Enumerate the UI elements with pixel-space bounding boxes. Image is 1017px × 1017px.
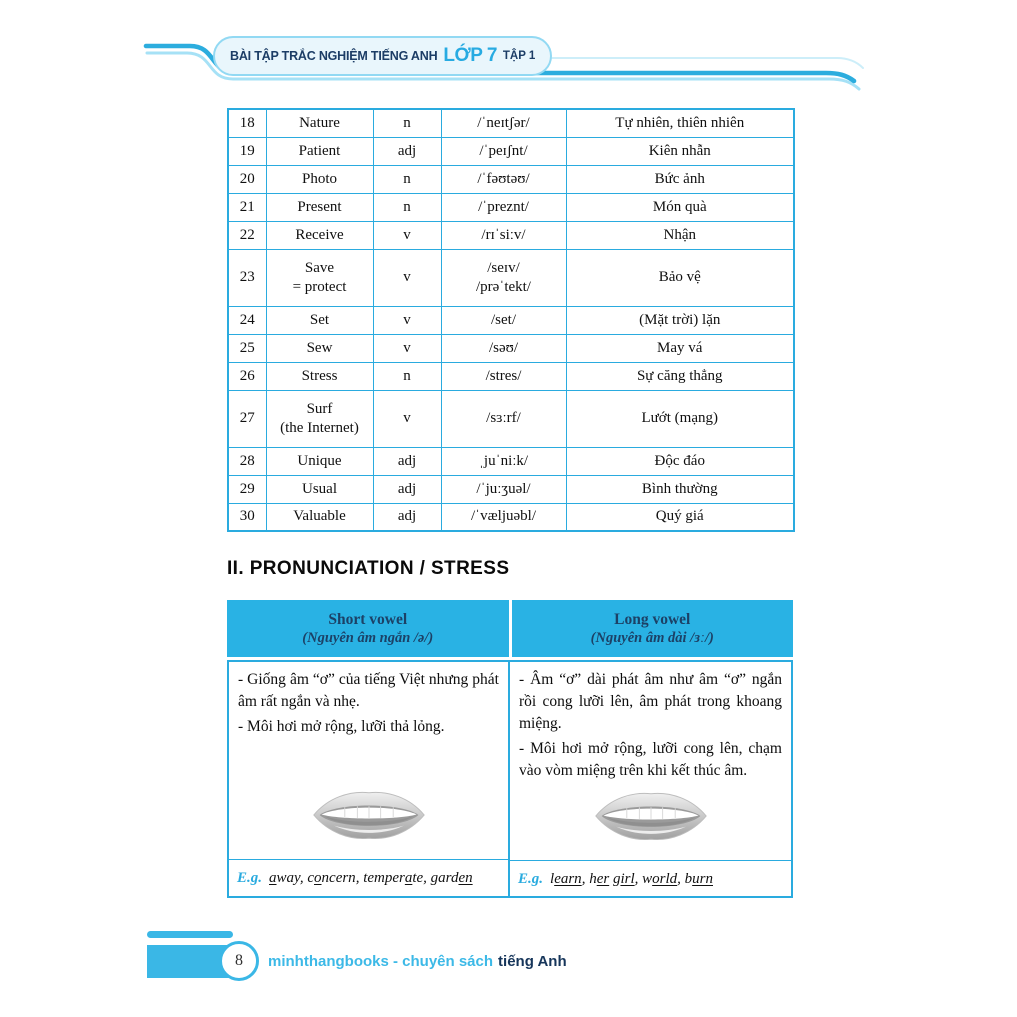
cell-meaning: Độc đáo: [566, 447, 794, 475]
cell-pos: v: [373, 390, 441, 447]
cell-no: 25: [228, 334, 266, 362]
cell-no: 27: [228, 390, 266, 447]
footer-brand: [268, 946, 567, 977]
table-row: [228, 306, 794, 334]
footer-accent-strip: [147, 931, 233, 938]
cell-word: Stress: [266, 362, 373, 390]
pronunciation-table: [227, 600, 793, 898]
column-header-long-vowel: Long vowel (Nguyên âm dài /ɜː/): [512, 600, 794, 657]
cell-word: Save = protect: [266, 249, 373, 306]
eg-label: E.g.: [237, 869, 263, 886]
cell-ipa: /set/: [441, 306, 566, 334]
cell-word: Nature: [266, 109, 373, 137]
example-words: learn, her girl, world, burn: [550, 870, 713, 887]
table-row: [228, 249, 794, 306]
cell-pos: adj: [373, 137, 441, 165]
cell-ipa: /ˈpreznt/: [441, 193, 566, 221]
cell-pos: v: [373, 306, 441, 334]
cell-pos: v: [373, 221, 441, 249]
cell-meaning: Quý giá: [566, 503, 794, 531]
book-title: BÀI TẬP TRẮC NGHIỆM TIẾNG ANH: [230, 49, 438, 63]
cell-meaning: Bình thường: [566, 475, 794, 503]
cell-ipa: ˌjuˈniːk/: [441, 447, 566, 475]
cell-no: 19: [228, 137, 266, 165]
cell-word: Unique: [266, 447, 373, 475]
cell-no: 18: [228, 109, 266, 137]
cell-no: 26: [228, 362, 266, 390]
cell-ipa: /səʊ/: [441, 334, 566, 362]
cell-ipa: /ˈfəʊtəʊ/: [441, 165, 566, 193]
cell-meaning: Kiên nhẫn: [566, 137, 794, 165]
table-row: [228, 137, 794, 165]
table-row: [228, 390, 794, 447]
cell-meaning: Tự nhiên, thiên nhiên: [566, 109, 794, 137]
example-words: away, concern, temperate, garden: [269, 869, 473, 886]
short-vowel-cell: [229, 662, 510, 896]
note-text: - Môi hơi mở rộng, lưỡi cong lên, chạm vào vòm miệng trên khi kết thúc âm.: [519, 740, 782, 779]
section-title: II. PRONUNCIATION / STRESS: [227, 558, 510, 579]
examples-row: [229, 859, 508, 896]
cell-pos: n: [373, 362, 441, 390]
cell-meaning: Bức ảnh: [566, 165, 794, 193]
table-row: [228, 165, 794, 193]
cell-pos: v: [373, 334, 441, 362]
cell-no: 23: [228, 249, 266, 306]
page-number: 8: [235, 952, 243, 969]
table-row: [228, 334, 794, 362]
cell-ipa: /ˈpeɪʃnt/: [441, 137, 566, 165]
cell-pos: n: [373, 165, 441, 193]
cell-pos: v: [373, 249, 441, 306]
page-number-badge: [219, 941, 259, 981]
cell-pos: n: [373, 109, 441, 137]
cell-word: Sew: [266, 334, 373, 362]
cell-no: 30: [228, 503, 266, 531]
table-row: [228, 109, 794, 137]
mouth-diagram-icon: [310, 784, 428, 851]
cell-meaning: Bảo vệ: [566, 249, 794, 306]
long-vowel-cell: [510, 662, 791, 896]
cell-ipa: /stres/: [441, 362, 566, 390]
note-text: - Âm “ơ” dài phát âm như âm “ơ” ngắn rồi cong lưỡi lên, âm phát trong khoang miệng.: [519, 671, 782, 732]
cell-word: Usual: [266, 475, 373, 503]
header-title-ribbon: [213, 36, 552, 76]
book-grade: LỚP 7: [443, 45, 497, 66]
cell-pos: adj: [373, 447, 441, 475]
cell-word: Valuable: [266, 503, 373, 531]
cell-word: Receive: [266, 221, 373, 249]
cell-meaning: Món quà: [566, 193, 794, 221]
table-row: [228, 447, 794, 475]
cell-ipa: /ˈjuːʒuəl/: [441, 475, 566, 503]
cell-meaning: May vá: [566, 334, 794, 362]
cell-meaning: Nhận: [566, 221, 794, 249]
book-volume: TẬP 1: [502, 50, 536, 62]
cell-meaning: (Mặt trời) lặn: [566, 306, 794, 334]
table-row: [228, 503, 794, 531]
cell-word: Surf (the Internet): [266, 390, 373, 447]
cell-no: 28: [228, 447, 266, 475]
cell-no: 24: [228, 306, 266, 334]
brand-name: minhthangbooks - chuyên sách: [268, 953, 494, 970]
cell-pos: adj: [373, 503, 441, 531]
table-row: [228, 193, 794, 221]
cell-pos: n: [373, 193, 441, 221]
cell-word: Photo: [266, 165, 373, 193]
cell-no: 29: [228, 475, 266, 503]
mouth-diagram-icon: [592, 785, 710, 852]
column-header-short-vowel: Short vowel (Nguyên âm ngắn /ə/): [227, 600, 509, 657]
cell-ipa: /seɪv/ /prəˈtekt/: [441, 249, 566, 306]
brand-suffix: tiếng Anh: [498, 953, 567, 970]
cell-no: 21: [228, 193, 266, 221]
cell-no: 22: [228, 221, 266, 249]
table-row: [228, 362, 794, 390]
cell-pos: adj: [373, 475, 441, 503]
note-text: - Giống âm “ơ” của tiếng Việt nhưng phát âm rất ngắn và nhẹ.: [238, 671, 499, 710]
cell-ipa: /ˈneɪtʃər/: [441, 109, 566, 137]
cell-word: Patient: [266, 137, 373, 165]
cell-no: 20: [228, 165, 266, 193]
cell-word: Present: [266, 193, 373, 221]
cell-meaning: Lướt (mạng): [566, 390, 794, 447]
vocabulary-table: [227, 108, 795, 532]
eg-label: E.g.: [518, 870, 544, 887]
cell-meaning: Sự căng thẳng: [566, 362, 794, 390]
table-row: [228, 221, 794, 249]
cell-word: Set: [266, 306, 373, 334]
examples-row: [510, 860, 791, 897]
cell-ipa: /sɜːrf/: [441, 390, 566, 447]
note-text: - Môi hơi mở rộng, lưỡi thả lỏng.: [238, 718, 445, 735]
table-row: [228, 475, 794, 503]
cell-ipa: /ˈvæljuəbl/: [441, 503, 566, 531]
cell-ipa: /rɪˈsiːv/: [441, 221, 566, 249]
